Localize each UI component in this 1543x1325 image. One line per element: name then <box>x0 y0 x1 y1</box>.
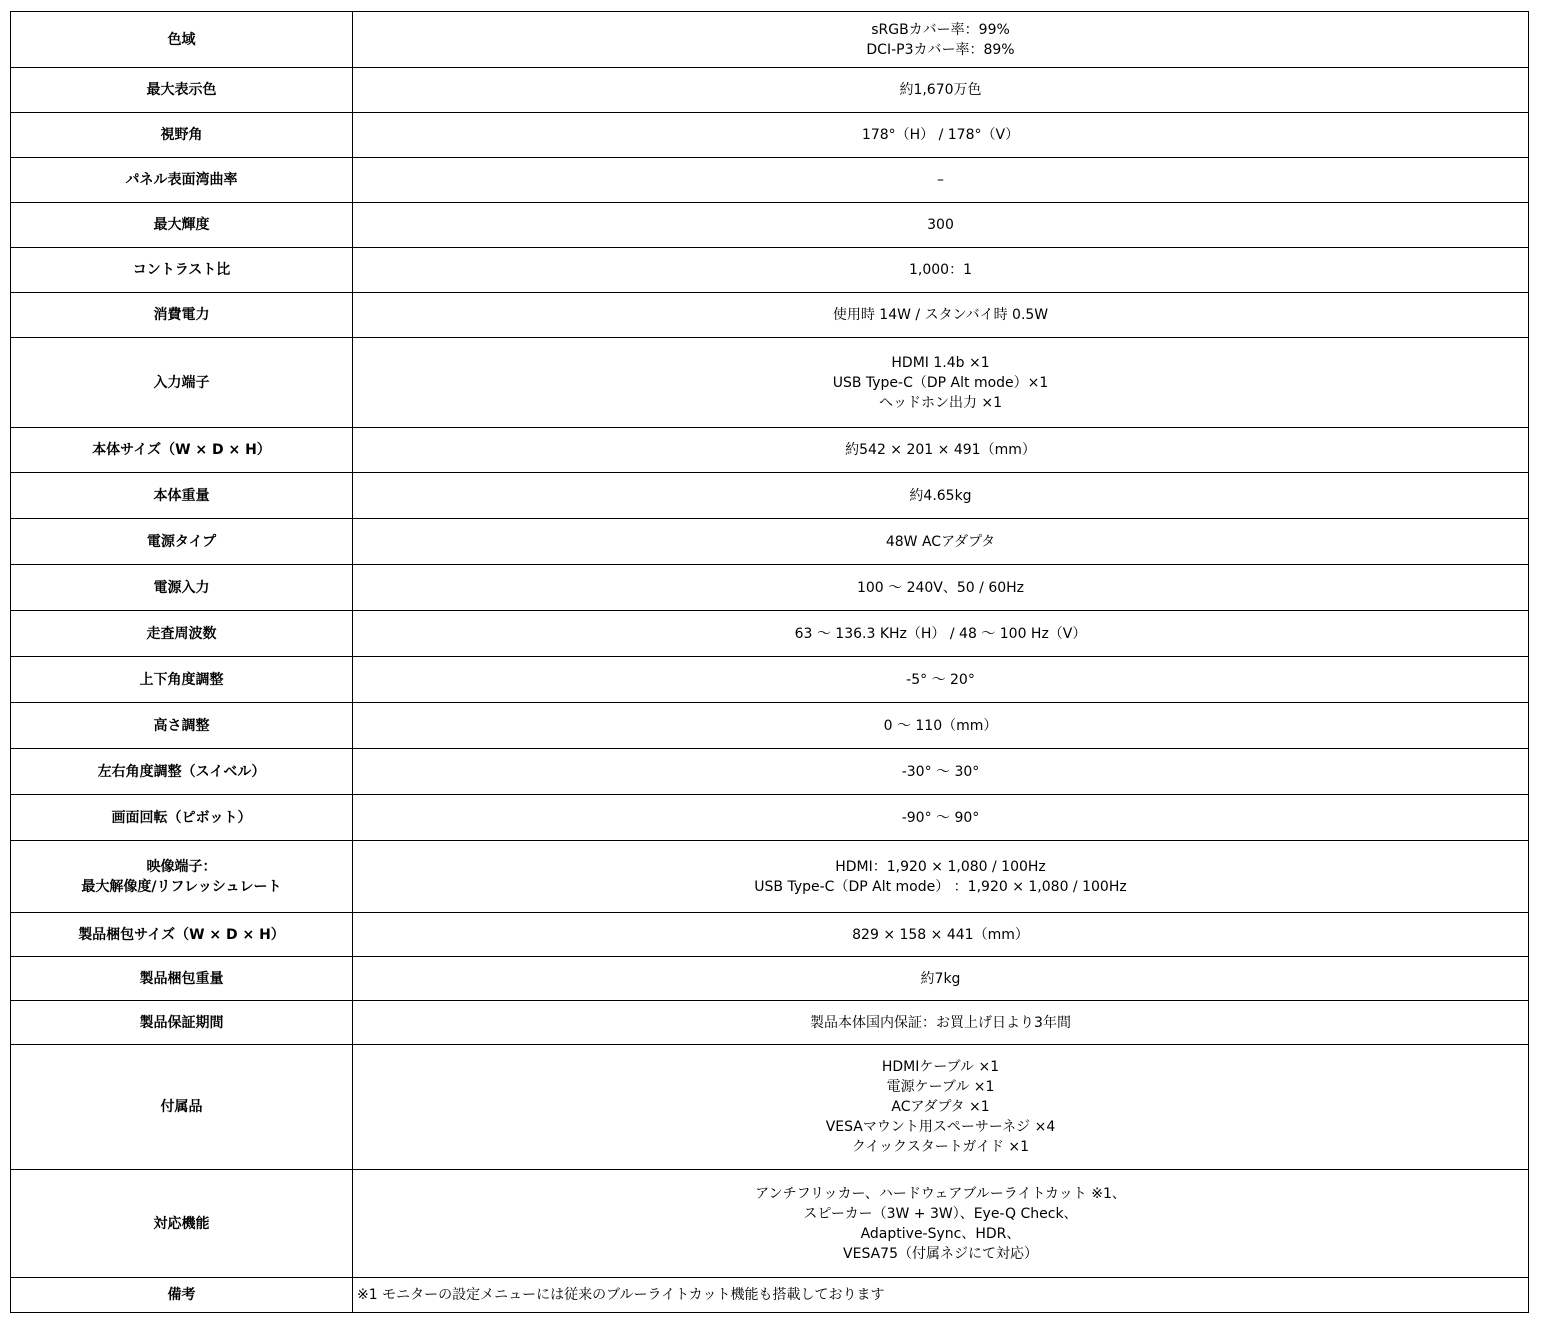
spec-row <box>11 1278 1529 1313</box>
spec-label-line: 上下角度調整 <box>139 671 224 688</box>
spec-label <box>11 68 353 113</box>
spec-value <box>353 611 1529 657</box>
spec-value <box>353 795 1529 841</box>
spec-label <box>11 113 353 158</box>
spec-label-line: 製品保証期間 <box>139 1014 224 1031</box>
spec-value-line: USB Type-C（DP Alt mode） ：1,920 × 1,080 / 100Hz <box>754 878 1127 895</box>
spec-label <box>11 428 353 473</box>
spec-label-line: コントラスト比 <box>132 262 231 278</box>
spec-label-line: 視野角 <box>160 127 203 143</box>
spec-value-line: アンチフリッカー、ハードウェアブルーライトカット ※1、 <box>755 1185 1126 1202</box>
spec-label <box>11 158 353 203</box>
spec-row <box>11 749 1529 795</box>
spec-value-line: 829 × 158 × 441（mm） <box>852 926 1029 943</box>
spec-value-line: VESA75（付属ネジにて対応） <box>843 1245 1038 1262</box>
spec-label-line: 入力端子 <box>153 374 210 391</box>
spec-label <box>11 841 353 913</box>
spec-row <box>11 1170 1529 1278</box>
spec-value <box>353 338 1529 428</box>
spec-label <box>11 248 353 293</box>
spec-value-line: -5° ～ 20° <box>906 671 975 688</box>
spec-row <box>11 12 1529 68</box>
spec-label-line: 色域 <box>167 31 196 48</box>
spec-value <box>353 1045 1529 1170</box>
spec-row <box>11 703 1529 749</box>
spec-label <box>11 519 353 565</box>
spec-label-line: 最大解像度/リフレッシュレート <box>81 878 282 895</box>
spec-label-line: 対応機能 <box>153 1215 210 1232</box>
spec-row <box>11 1045 1529 1170</box>
spec-row <box>11 1001 1529 1045</box>
spec-value-line: 48W ACアダプタ <box>885 533 996 550</box>
spec-value <box>353 158 1529 203</box>
spec-value-line: USB Type-C（DP Alt mode）×1 <box>832 374 1049 391</box>
spec-label-line: 電源タイプ <box>146 533 217 550</box>
spec-value <box>353 473 1529 519</box>
spec-row <box>11 158 1529 203</box>
spec-value-line: -30° ～ 30° <box>901 763 980 780</box>
spec-label <box>11 1170 353 1278</box>
spec-row <box>11 519 1529 565</box>
spec-value <box>353 1001 1529 1045</box>
spec-value-line: VESAマウント用スペーサーネジ ×4 <box>825 1119 1056 1135</box>
spec-value-line: ヘッドホン出力 ×1 <box>878 394 1003 411</box>
spec-value-line: sRGBカバー率：99% <box>871 21 1010 38</box>
spec-value <box>353 113 1529 158</box>
spec-label <box>11 1045 353 1170</box>
spec-label <box>11 795 353 841</box>
spec-label-line: 付属品 <box>160 1099 203 1115</box>
spec-value-line: クイックスタートガイド ×1 <box>851 1139 1030 1155</box>
spec-value-line: 0 ～ 110（mm） <box>883 717 998 734</box>
spec-value-line: HDMI 1.4b ×1 <box>891 354 990 371</box>
spec-row <box>11 913 1529 957</box>
spec-label-line: パネル表面湾曲率 <box>125 172 238 188</box>
spec-label <box>11 203 353 248</box>
spec-value-line: – <box>937 172 944 188</box>
spec-label-line: 高さ調整 <box>153 717 210 734</box>
spec-label <box>11 473 353 519</box>
spec-value <box>353 565 1529 611</box>
spec-value-line: 約4.65kg <box>909 487 972 504</box>
spec-label <box>11 338 353 428</box>
spec-label-line: 映像端子： <box>146 858 217 875</box>
spec-label <box>11 293 353 338</box>
spec-value <box>353 12 1529 68</box>
spec-value-line: ※1 モニターの設定メニューには従来のブルーライトカット機能も搭載しております <box>357 1287 885 1303</box>
spec-value-line: 300 <box>927 217 954 233</box>
spec-label-line: 走査周波数 <box>146 625 217 642</box>
spec-value-line: 約7kg <box>920 970 961 987</box>
spec-value-line: 使用時 14W / スタンバイ時 0.5W <box>832 307 1049 323</box>
spec-label-line: 最大表示色 <box>146 82 217 98</box>
spec-table-body <box>11 12 1529 1313</box>
spec-label <box>11 913 353 957</box>
spec-row <box>11 113 1529 158</box>
spec-value-line: 178°（H） / 178°（V） <box>861 127 1020 143</box>
spec-label <box>11 565 353 611</box>
spec-label <box>11 12 353 68</box>
spec-label-line: 電源入力 <box>153 579 210 596</box>
spec-row <box>11 473 1529 519</box>
spec-value-line: HDMIケーブル ×1 <box>881 1059 1000 1075</box>
spec-label-line: 本体重量 <box>153 487 210 504</box>
spec-table <box>10 11 1529 1313</box>
spec-value-line: 製品本体国内保証：お買上げ日より3年間 <box>810 1014 1071 1031</box>
spec-value <box>353 913 1529 957</box>
spec-label-line: 左右角度調整（スイベル） <box>97 763 266 780</box>
spec-value <box>353 749 1529 795</box>
spec-label <box>11 957 353 1001</box>
spec-value <box>353 1278 1529 1313</box>
spec-row <box>11 611 1529 657</box>
spec-label <box>11 657 353 703</box>
spec-value <box>353 293 1529 338</box>
spec-row <box>11 795 1529 841</box>
spec-row <box>11 248 1529 293</box>
spec-row <box>11 338 1529 428</box>
spec-row <box>11 428 1529 473</box>
spec-row <box>11 657 1529 703</box>
spec-label-line: 備考 <box>167 1287 196 1303</box>
spec-value-line: -90° ～ 90° <box>901 809 980 826</box>
spec-row <box>11 565 1529 611</box>
spec-label <box>11 749 353 795</box>
spec-value <box>353 203 1529 248</box>
spec-label-line: 最大輝度 <box>153 217 210 233</box>
spec-value <box>353 703 1529 749</box>
spec-value-line: 63 ～ 136.3 KHz（H） / 48 ～ 100 Hz（V） <box>794 625 1087 642</box>
spec-row <box>11 841 1529 913</box>
spec-label-line: 本体サイズ（W × D × H） <box>92 442 271 458</box>
spec-value-line: 約1,670万色 <box>899 82 982 98</box>
spec-value <box>353 68 1529 113</box>
spec-value-line: 100 ～ 240V、50 / 60Hz <box>856 579 1025 596</box>
spec-label-line: 製品梱包重量 <box>139 970 224 987</box>
spec-label <box>11 1278 353 1313</box>
spec-value-line: HDMI：1,920 × 1,080 / 100Hz <box>835 858 1046 875</box>
spec-row <box>11 203 1529 248</box>
spec-label <box>11 611 353 657</box>
spec-value <box>353 657 1529 703</box>
spec-value <box>353 841 1529 913</box>
spec-value-line: 約542 × 201 × 491（mm） <box>845 442 1036 458</box>
spec-label-line: 画面回転（ピボット） <box>111 809 252 826</box>
spec-value-line: Adaptive-Sync、HDR、 <box>860 1225 1021 1242</box>
spec-value-line: DCI-P3カバー率：89% <box>866 41 1015 58</box>
spec-value-line: ACアダプタ ×1 <box>891 1099 990 1115</box>
spec-value <box>353 248 1529 293</box>
spec-value-line: 電源ケーブル ×1 <box>886 1079 995 1095</box>
spec-value <box>353 1170 1529 1278</box>
spec-row <box>11 68 1529 113</box>
spec-row <box>11 957 1529 1001</box>
spec-row <box>11 293 1529 338</box>
spec-value-line: 1,000：1 <box>909 262 972 278</box>
spec-label <box>11 703 353 749</box>
spec-label-line: 製品梱包サイズ（W × D × H） <box>78 926 285 943</box>
spec-value <box>353 519 1529 565</box>
spec-label-line: 消費電力 <box>153 307 210 323</box>
spec-value <box>353 957 1529 1001</box>
spec-label <box>11 1001 353 1045</box>
spec-value-line: スピーカー（3W + 3W）、Eye-Q Check、 <box>803 1205 1078 1222</box>
spec-value <box>353 428 1529 473</box>
